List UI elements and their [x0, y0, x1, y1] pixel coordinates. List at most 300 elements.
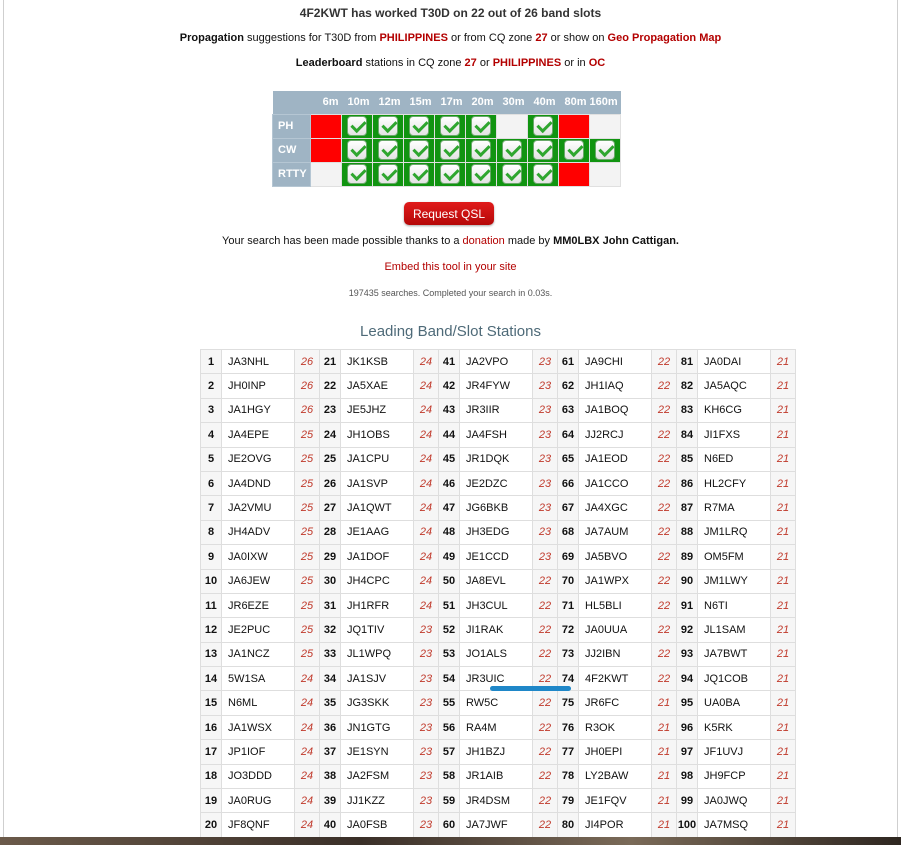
- callsign-cell[interactable]: JE1CCD: [460, 545, 533, 569]
- rank-cell: 13: [201, 642, 222, 666]
- callsign-cell[interactable]: JA1DOF: [341, 545, 414, 569]
- callsign-cell[interactable]: JH1BZJ: [460, 740, 533, 764]
- callsign-cell[interactable]: JM1LWY: [698, 569, 771, 593]
- slot-count-cell: 24: [414, 423, 439, 447]
- slot-count-cell: 21: [771, 715, 796, 739]
- callsign-cell[interactable]: JG6BKB: [460, 496, 533, 520]
- rank-cell: 25: [320, 447, 341, 471]
- slot-count-cell: 24: [414, 398, 439, 422]
- slot-count-cell: 22: [652, 350, 677, 374]
- callsign-cell[interactable]: JH0INP: [222, 374, 295, 398]
- donation-link[interactable]: donation: [462, 235, 505, 247]
- checkmark-icon: [471, 164, 491, 184]
- request-qsl-button[interactable]: Request QSL: [404, 202, 494, 225]
- slot-count-cell: 25: [295, 618, 320, 642]
- slot-count-cell: 21: [771, 667, 796, 691]
- callsign-cell[interactable]: 5W1SA: [222, 667, 295, 691]
- callsign-cell[interactable]: OM5FM: [698, 545, 771, 569]
- rank-cell: 89: [677, 545, 698, 569]
- slot-count-cell: 21: [771, 496, 796, 520]
- callsign-cell[interactable]: JA1BOQ: [579, 398, 652, 422]
- rank-cell: 69: [558, 545, 579, 569]
- callsign-cell[interactable]: JA5BVO: [579, 545, 652, 569]
- table-row: [201, 496, 796, 520]
- rank-cell: 31: [320, 593, 341, 617]
- slot-count-cell: 25: [295, 471, 320, 495]
- search-stats: 197435 searches. Completed your search in 0.03s.: [348, 288, 553, 298]
- band-slot-ok: [373, 162, 404, 186]
- band-slot-ok: [404, 162, 435, 186]
- slot-count-cell: 22: [652, 545, 677, 569]
- callsign-cell[interactable]: JI1RAK: [460, 618, 533, 642]
- callsign-cell[interactable]: JR1DQK: [460, 447, 533, 471]
- rank-cell: 80: [558, 813, 579, 837]
- propagation-zone-link[interactable]: 27: [535, 32, 548, 44]
- band-slot-blank: [590, 162, 621, 186]
- callsign-cell[interactable]: HL2CFY: [698, 471, 771, 495]
- callsign-cell[interactable]: JH4CPC: [341, 569, 414, 593]
- band-slot-blank: [497, 114, 528, 138]
- table-row: [201, 350, 796, 374]
- slot-count-cell: 25: [295, 545, 320, 569]
- slot-count-cell: 26: [295, 350, 320, 374]
- page-title: 4F2KWT has worked T30D on 22 out of 26 band slots: [299, 6, 602, 20]
- callsign-cell[interactable]: JA0DAI: [698, 350, 771, 374]
- callsign-cell[interactable]: N6ML: [222, 691, 295, 715]
- callsign-cell[interactable]: JA4XGC: [579, 496, 652, 520]
- callsign-cell[interactable]: JK1KSB: [341, 350, 414, 374]
- callsign-cell[interactable]: JA4DND: [222, 471, 295, 495]
- slot-count-cell: 22: [533, 618, 558, 642]
- callsign-cell[interactable]: JJ2RCJ: [579, 423, 652, 447]
- band-slot-ok: [528, 114, 559, 138]
- callsign-cell[interactable]: JH4ADV: [222, 520, 295, 544]
- checkmark-icon: [409, 116, 429, 136]
- rank-cell: 32: [320, 618, 341, 642]
- slot-count-cell: 22: [533, 715, 558, 739]
- slot-count-cell: 24: [295, 740, 320, 764]
- callsign-cell[interactable]: JA7BWT: [698, 642, 771, 666]
- rank-cell: 99: [677, 789, 698, 813]
- table-row: [201, 569, 796, 593]
- callsign-cell[interactable]: JA1NCZ: [222, 642, 295, 666]
- band-header-20m: 20m: [466, 91, 497, 114]
- checkmark-icon: [533, 164, 553, 184]
- slot-count-cell: 24: [414, 350, 439, 374]
- rank-cell: 40: [320, 813, 341, 837]
- band-row-rtty: [273, 162, 621, 186]
- callsign-cell[interactable]: JA7MSQ: [698, 813, 771, 837]
- slot-count-cell: 21: [771, 789, 796, 813]
- slot-count-cell: 22: [652, 667, 677, 691]
- callsign-cell[interactable]: JE2OVG: [222, 447, 295, 471]
- rank-cell: 88: [677, 520, 698, 544]
- rank-cell: 36: [320, 715, 341, 739]
- rank-cell: 47: [439, 496, 460, 520]
- rank-cell: 78: [558, 764, 579, 788]
- slot-count-cell: 23: [533, 545, 558, 569]
- band-header-30m: 30m: [497, 91, 528, 114]
- callsign-cell[interactable]: JF8QNF: [222, 813, 295, 837]
- callsign-cell[interactable]: JA3NHL: [222, 350, 295, 374]
- band-slot-ok: [528, 162, 559, 186]
- band-slot-ok: [342, 114, 373, 138]
- slot-count-cell: 22: [533, 740, 558, 764]
- rank-cell: 15: [201, 691, 222, 715]
- band-slot-blank: [590, 114, 621, 138]
- checkmark-icon: [533, 140, 553, 160]
- band-slot-blank: [311, 162, 342, 186]
- slot-count-cell: 21: [771, 447, 796, 471]
- table-row: [201, 447, 796, 471]
- rank-cell: 57: [439, 740, 460, 764]
- callsign-cell[interactable]: JA1HGY: [222, 398, 295, 422]
- band-slot-ok: [404, 138, 435, 162]
- callsign-cell[interactable]: JR1AIB: [460, 764, 533, 788]
- callsign-cell[interactable]: JA0UUA: [579, 618, 652, 642]
- rank-cell: 33: [320, 642, 341, 666]
- rank-cell: 64: [558, 423, 579, 447]
- callsign-cell[interactable]: JJ1KZZ: [341, 789, 414, 813]
- callsign-cell[interactable]: JM1LRQ: [698, 520, 771, 544]
- callsign-cell[interactable]: JH1RFR: [341, 593, 414, 617]
- leaderboard-text-3: or in: [561, 57, 589, 69]
- band-slot-ok: [404, 114, 435, 138]
- table-row: [201, 813, 796, 837]
- callsign-cell[interactable]: N6TI: [698, 593, 771, 617]
- mode-label: RTTY: [273, 162, 311, 186]
- propagation-text-2: or from CQ zone: [447, 32, 536, 44]
- slot-count-cell: 21: [771, 642, 796, 666]
- rank-cell: 23: [320, 398, 341, 422]
- checkmark-icon: [378, 164, 398, 184]
- rank-cell: 19: [201, 789, 222, 813]
- slot-count-cell: 22: [533, 667, 558, 691]
- slot-count-cell: 21: [771, 350, 796, 374]
- slot-count-cell: 24: [414, 545, 439, 569]
- rank-cell: 28: [320, 520, 341, 544]
- rank-cell: 52: [439, 618, 460, 642]
- callsign-cell[interactable]: KH6CG: [698, 398, 771, 422]
- rank-cell: 93: [677, 642, 698, 666]
- rank-cell: 65: [558, 447, 579, 471]
- rank-cell: 66: [558, 471, 579, 495]
- callsign-cell[interactable]: JQ1TIV: [341, 618, 414, 642]
- checkmark-icon: [502, 140, 522, 160]
- slot-count-cell: 23: [414, 813, 439, 837]
- callsign-cell[interactable]: JA1WPX: [579, 569, 652, 593]
- leading-stations-table: [200, 349, 796, 838]
- rank-cell: 91: [677, 593, 698, 617]
- callsign-cell[interactable]: JA2VMU: [222, 496, 295, 520]
- callsign-cell[interactable]: JH9FCP: [698, 764, 771, 788]
- callsign-cell[interactable]: JP1IOF: [222, 740, 295, 764]
- callsign-cell[interactable]: JA0JWQ: [698, 789, 771, 813]
- rank-cell: 54: [439, 667, 460, 691]
- callsign-cell[interactable]: JA1EOD: [579, 447, 652, 471]
- slot-count-cell: 23: [414, 618, 439, 642]
- callsign-cell[interactable]: HL5BLI: [579, 593, 652, 617]
- callsign-cell[interactable]: JA5XAE: [341, 374, 414, 398]
- rank-cell: 3: [201, 398, 222, 422]
- callsign-cell[interactable]: JA0IXW: [222, 545, 295, 569]
- checkmark-icon: [471, 140, 491, 160]
- slot-count-cell: 22: [652, 447, 677, 471]
- callsign-cell[interactable]: JR4FYW: [460, 374, 533, 398]
- geo-propagation-map-link[interactable]: Geo Propagation Map: [607, 32, 722, 44]
- rank-cell: 22: [320, 374, 341, 398]
- propagation-country-link[interactable]: PHILIPPINES: [379, 32, 448, 44]
- band-slot-no: [311, 114, 342, 138]
- callsign-cell[interactable]: JA2FSM: [341, 764, 414, 788]
- leaderboard-label: Leaderboard: [295, 57, 363, 69]
- callsign-cell[interactable]: JA1SVP: [341, 471, 414, 495]
- callsign-cell[interactable]: JA0RUG: [222, 789, 295, 813]
- callsign-cell[interactable]: K5RK: [698, 715, 771, 739]
- callsign-cell[interactable]: JI1FXS: [698, 423, 771, 447]
- callsign-cell[interactable]: JA6JEW: [222, 569, 295, 593]
- slot-count-cell: 23: [414, 764, 439, 788]
- callsign-cell[interactable]: JQ1COB: [698, 667, 771, 691]
- rank-cell: 59: [439, 789, 460, 813]
- leading-stations-title: Leading Band/Slot Stations: [360, 323, 541, 340]
- callsign-cell[interactable]: JA1QWT: [341, 496, 414, 520]
- slot-count-cell: 25: [295, 423, 320, 447]
- checkmark-icon: [347, 164, 367, 184]
- slot-count-cell: 21: [771, 520, 796, 544]
- rank-cell: 86: [677, 471, 698, 495]
- callsign-cell[interactable]: JA1CPU: [341, 447, 414, 471]
- slot-count-cell: 23: [414, 789, 439, 813]
- callsign-cell[interactable]: JE1FQV: [579, 789, 652, 813]
- callsign-cell[interactable]: JF1UVJ: [698, 740, 771, 764]
- slot-count-cell: 22: [533, 789, 558, 813]
- callsign-cell[interactable]: JH3CUL: [460, 593, 533, 617]
- checkmark-icon: [378, 140, 398, 160]
- callsign-cell[interactable]: JH1OBS: [341, 423, 414, 447]
- slot-count-cell: 21: [771, 545, 796, 569]
- checkmark-icon: [409, 164, 429, 184]
- slot-count-cell: 25: [295, 447, 320, 471]
- slot-count-cell: 22: [533, 813, 558, 837]
- callsign-cell[interactable]: RW5C: [460, 691, 533, 715]
- leaderboard-text-1: stations in CQ zone: [362, 57, 465, 69]
- slot-count-cell: 22: [652, 618, 677, 642]
- rank-cell: 45: [439, 447, 460, 471]
- leaderboard-country-link[interactable]: PHILIPPINES: [492, 57, 562, 69]
- rank-cell: 70: [558, 569, 579, 593]
- checkmark-icon: [564, 140, 584, 160]
- callsign-cell[interactable]: R7MA: [698, 496, 771, 520]
- band-row-ph: [273, 114, 621, 138]
- slot-count-cell: 24: [414, 593, 439, 617]
- table-row: [201, 374, 796, 398]
- checkmark-icon: [347, 140, 367, 160]
- checkmark-icon: [440, 116, 460, 136]
- band-header-12m: 12m: [373, 91, 404, 114]
- callsign-cell[interactable]: JE1SYN: [341, 740, 414, 764]
- slot-count-cell: 26: [295, 374, 320, 398]
- callsign-cell[interactable]: RA4M: [460, 715, 533, 739]
- slot-count-cell: 22: [652, 569, 677, 593]
- callsign-cell[interactable]: 4F2KWT: [579, 667, 652, 691]
- window-border-right: [897, 0, 898, 845]
- table-row: [201, 593, 796, 617]
- slot-count-cell: 21: [652, 715, 677, 739]
- band-slot-ok: [435, 114, 466, 138]
- table-row: [201, 423, 796, 447]
- rank-cell: 63: [558, 398, 579, 422]
- slot-count-cell: 22: [533, 569, 558, 593]
- slot-count-cell: 24: [295, 715, 320, 739]
- band-slot-ok: [466, 114, 497, 138]
- callsign-cell[interactable]: JO3DDD: [222, 764, 295, 788]
- slot-count-cell: 24: [295, 813, 320, 837]
- embed-line: [0, 261, 901, 273]
- slot-count-cell: 24: [414, 471, 439, 495]
- slot-count-cell: 22: [652, 423, 677, 447]
- rank-cell: 43: [439, 398, 460, 422]
- slot-count-cell: 22: [652, 398, 677, 422]
- slot-count-cell: 21: [771, 593, 796, 617]
- callsign-cell[interactable]: JL1WPQ: [341, 642, 414, 666]
- slot-count-cell: 25: [295, 520, 320, 544]
- rank-cell: 27: [320, 496, 341, 520]
- band-slot-ok: [497, 162, 528, 186]
- callsign-cell[interactable]: JR4DSM: [460, 789, 533, 813]
- callsign-cell[interactable]: JE2DZC: [460, 471, 533, 495]
- callsign-cell[interactable]: JA4FSH: [460, 423, 533, 447]
- slot-count-cell: 23: [414, 740, 439, 764]
- propagation-label: Propagation: [179, 32, 244, 44]
- band-slot-no: [559, 162, 590, 186]
- rank-cell: 16: [201, 715, 222, 739]
- table-row: [201, 618, 796, 642]
- slot-count-cell: 26: [295, 398, 320, 422]
- rank-cell: 97: [677, 740, 698, 764]
- rank-cell: 77: [558, 740, 579, 764]
- table-row: [201, 520, 796, 544]
- callsign-cell[interactable]: JE1AAG: [341, 520, 414, 544]
- checkmark-icon: [471, 116, 491, 136]
- callsign-cell[interactable]: JA8EVL: [460, 569, 533, 593]
- band-header-row: [273, 91, 621, 114]
- slot-count-cell: 21: [771, 398, 796, 422]
- callsign-cell[interactable]: JA1CCO: [579, 471, 652, 495]
- slot-count-cell: 21: [771, 764, 796, 788]
- callsign-cell[interactable]: JA7AUM: [579, 520, 652, 544]
- callsign-cell[interactable]: JA5AQC: [698, 374, 771, 398]
- slot-count-cell: 21: [771, 423, 796, 447]
- callsign-cell[interactable]: JR3UIC: [460, 667, 533, 691]
- embed-tool-link[interactable]: Embed this tool in your site: [384, 261, 517, 273]
- rank-cell: 46: [439, 471, 460, 495]
- table-row: [201, 764, 796, 788]
- checkmark-icon: [533, 116, 553, 136]
- slot-count-cell: 21: [652, 764, 677, 788]
- callsign-cell[interactable]: R3OK: [579, 715, 652, 739]
- band-slot-ok: [497, 138, 528, 162]
- callsign-cell[interactable]: JG3SKK: [341, 691, 414, 715]
- callsign-cell[interactable]: JH0EPI: [579, 740, 652, 764]
- slot-count-cell: 22: [533, 642, 558, 666]
- rank-cell: 81: [677, 350, 698, 374]
- leaderboard-zone-link[interactable]: 27: [464, 57, 477, 69]
- propagation-text-1: suggestions for T30D from: [243, 32, 380, 44]
- callsign-cell[interactable]: JA2VPO: [460, 350, 533, 374]
- callsign-cell[interactable]: JJ2IBN: [579, 642, 652, 666]
- rank-cell: 72: [558, 618, 579, 642]
- band-header-15m: 15m: [404, 91, 435, 114]
- callsign-cell[interactable]: JI4POR: [579, 813, 652, 837]
- slot-count-cell: 21: [652, 789, 677, 813]
- callsign-cell[interactable]: JA0FSB: [341, 813, 414, 837]
- callsign-cell[interactable]: JA1SJV: [341, 667, 414, 691]
- callsign-cell[interactable]: JH3EDG: [460, 520, 533, 544]
- callsign-cell[interactable]: LY2BAW: [579, 764, 652, 788]
- callsign-cell[interactable]: JE2PUC: [222, 618, 295, 642]
- callsign-cell[interactable]: JE5JHZ: [341, 398, 414, 422]
- band-slot-ok: [435, 162, 466, 186]
- callsign-cell[interactable]: JO1ALS: [460, 642, 533, 666]
- leaderboard-continent-link[interactable]: OC: [588, 57, 606, 69]
- rank-cell: 34: [320, 667, 341, 691]
- slot-count-cell: 24: [295, 789, 320, 813]
- table-row: [201, 715, 796, 739]
- callsign-cell[interactable]: JA1WSX: [222, 715, 295, 739]
- rank-cell: 7: [201, 496, 222, 520]
- checkmark-icon: [440, 164, 460, 184]
- rank-cell: 41: [439, 350, 460, 374]
- callsign-cell[interactable]: JA9CHI: [579, 350, 652, 374]
- rank-cell: 48: [439, 520, 460, 544]
- donation-text-2: made by: [504, 235, 554, 247]
- callsign-cell[interactable]: JN1GTG: [341, 715, 414, 739]
- rank-cell: 74: [558, 667, 579, 691]
- rank-cell: 29: [320, 545, 341, 569]
- callsign-cell[interactable]: JH1IAQ: [579, 374, 652, 398]
- checkmark-icon: [502, 164, 522, 184]
- table-row: [201, 471, 796, 495]
- rank-cell: 53: [439, 642, 460, 666]
- band-header-17m: 17m: [435, 91, 466, 114]
- callsign-cell[interactable]: JL1SAM: [698, 618, 771, 642]
- donor-name: MM0LBX John Cattigan.: [553, 235, 679, 247]
- slot-count-cell: 23: [533, 447, 558, 471]
- band-slot-ok: [342, 162, 373, 186]
- callsign-cell[interactable]: JA7JWF: [460, 813, 533, 837]
- mode-label: CW: [273, 138, 311, 162]
- rank-cell: 4: [201, 423, 222, 447]
- slot-count-cell: 24: [414, 496, 439, 520]
- callsign-cell[interactable]: UA0BA: [698, 691, 771, 715]
- slot-count-cell: 21: [652, 740, 677, 764]
- callsign-cell[interactable]: JR3IIR: [460, 398, 533, 422]
- rank-cell: 100: [677, 813, 698, 837]
- callsign-cell[interactable]: N6ED: [698, 447, 771, 471]
- callsign-cell[interactable]: JR6FC: [579, 691, 652, 715]
- rank-cell: 49: [439, 545, 460, 569]
- slot-count-cell: 25: [295, 496, 320, 520]
- donation-text-1: Your search has been made possible thanks to a: [222, 235, 463, 247]
- slot-count-cell: 23: [533, 471, 558, 495]
- callsign-cell[interactable]: JR6EZE: [222, 593, 295, 617]
- callsign-cell[interactable]: JA4EPE: [222, 423, 295, 447]
- band-slot-ok: [466, 162, 497, 186]
- leaderboard-text-2: or: [476, 57, 493, 69]
- window-border-left: [3, 0, 4, 845]
- table-row: [201, 642, 796, 666]
